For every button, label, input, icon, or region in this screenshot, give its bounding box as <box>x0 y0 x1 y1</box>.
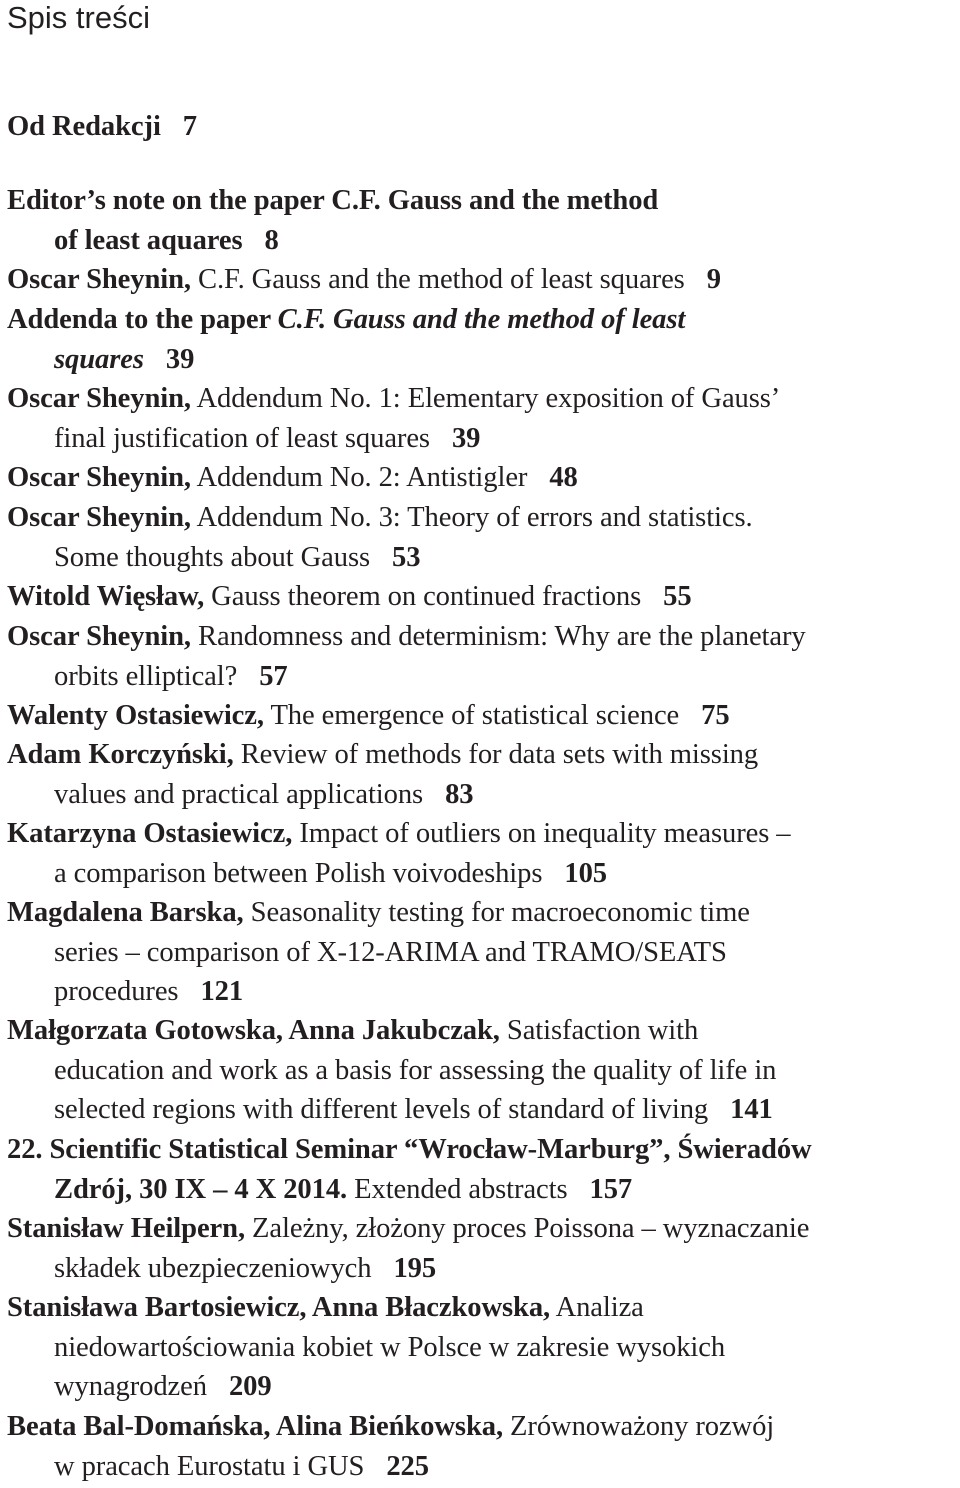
page-number: 8 <box>264 224 279 256</box>
toc-line <box>7 1130 959 1170</box>
toc-line <box>7 107 959 147</box>
toc-line <box>7 538 959 578</box>
page-number: 157 <box>589 1173 633 1205</box>
toc-title-italic: C.F. Gauss and the method of least <box>277 304 686 335</box>
toc-title: C.F. Gauss and the method of least squares <box>190 264 685 295</box>
toc-line <box>7 854 959 894</box>
toc-title: Zależny, złożony proces Poissona – wyznaczanie <box>245 1213 810 1244</box>
toc-title: składek ubezpieczeniowych <box>54 1252 372 1284</box>
toc-title: Analiza <box>550 1292 644 1323</box>
toc-subtitle: Extended abstracts <box>347 1173 568 1205</box>
toc-line <box>7 1367 959 1407</box>
toc-entry[interactable] <box>7 458 959 498</box>
toc-line <box>7 1447 959 1487</box>
toc-line <box>7 696 959 736</box>
toc-entry[interactable] <box>7 617 959 696</box>
toc-entry[interactable] <box>7 893 959 1012</box>
toc-author: Oscar Sheynin, <box>7 502 191 533</box>
toc-author: Adam Korczyński, <box>7 739 234 770</box>
toc-title: Some thoughts about Gauss <box>54 541 370 573</box>
toc-author: Oscar Sheynin, <box>7 383 191 414</box>
toc-line <box>7 775 959 815</box>
toc-title: wynagrodzeń <box>54 1371 207 1402</box>
toc-title: 22. Scientific Statistical Seminar “Wrocław-Marburg”, Świeradów <box>7 1134 812 1165</box>
toc-title: Od Redakcji <box>7 111 161 142</box>
toc-line <box>7 577 959 617</box>
toc-line <box>7 1328 959 1368</box>
toc-line <box>7 814 959 854</box>
toc-title: Addenda to the paper <box>7 304 278 335</box>
toc-entry[interactable] <box>7 300 959 379</box>
toc-entry[interactable] <box>7 1288 959 1407</box>
toc-title: Zdrój, 30 IX – 4 X 2014. <box>54 1173 348 1205</box>
toc-title: Addendum No. 1: Elementary exposition of Gauss’ <box>190 383 781 414</box>
toc-author: Witold Więsław, <box>7 581 205 612</box>
toc-author: Stanisław Heilpern, <box>7 1213 245 1244</box>
toc-title: Editor’s note on the paper C.F. Gauss and the method <box>7 185 659 216</box>
toc-entry[interactable] <box>7 107 959 147</box>
toc-author: Oscar Sheynin, <box>7 462 191 493</box>
page-number: 55 <box>663 581 692 612</box>
page-number: 9 <box>706 264 721 295</box>
toc-entry[interactable] <box>7 1011 959 1130</box>
toc-title-italic: squares <box>54 343 144 375</box>
toc-title: procedures <box>54 976 179 1007</box>
page-number: 53 <box>392 541 421 573</box>
toc-entry[interactable] <box>7 696 959 736</box>
toc-line <box>7 379 959 419</box>
page-number: 209 <box>228 1371 272 1402</box>
toc-author: Magdalena Barska, <box>7 897 244 928</box>
toc-line <box>7 1209 959 1249</box>
page-title: Spis treści <box>7 0 150 35</box>
toc-entry[interactable] <box>7 577 959 617</box>
toc-title: Seasonality testing for macroeconomic time <box>243 897 750 928</box>
toc-title: Addendum No. 3: Theory of errors and statistics. <box>190 502 753 533</box>
page-number: 83 <box>445 778 474 810</box>
toc-author: Beata Bal-Domańska, Alina Bieńkowska, <box>7 1411 503 1442</box>
page-number: 57 <box>259 660 288 692</box>
toc-author: Walenty Ostasiewicz, <box>7 700 264 731</box>
page-number: 225 <box>386 1450 429 1482</box>
page-number: 48 <box>549 462 578 493</box>
toc-title: a comparison between Polish voivodeships <box>54 857 543 889</box>
toc-title: Addendum No. 2: Antistigler <box>190 462 528 493</box>
toc-title: values and practical applications <box>54 778 424 810</box>
toc-line <box>7 972 959 1012</box>
toc-title: Review of methods for data sets with missing <box>233 739 759 770</box>
toc-author: Katarzyna Ostasiewicz, <box>7 818 293 849</box>
toc-title: Impact of outliers on inequality measures – <box>292 818 791 849</box>
toc-entry[interactable] <box>7 1209 959 1288</box>
toc-line <box>7 419 959 459</box>
toc-line <box>7 893 959 933</box>
toc-line <box>7 260 959 300</box>
toc-line <box>7 657 959 697</box>
page-number: 105 <box>564 857 607 889</box>
toc-author: Małgorzata Gotowska, Anna Jakubczak, <box>7 1015 500 1046</box>
toc-line <box>7 221 959 261</box>
toc-entry[interactable] <box>7 181 959 260</box>
toc-line <box>7 933 959 973</box>
toc-title: w pracach Eurostatu i GUS <box>54 1450 365 1482</box>
toc-line <box>7 340 959 380</box>
toc-line <box>7 181 959 221</box>
toc-line <box>7 735 959 775</box>
toc-author: Stanisława Bartosiewicz, Anna Błaczkowska, <box>7 1292 551 1323</box>
toc-title: Randomness and determinism: Why are the planetary <box>190 621 806 652</box>
toc-title: niedowartościowania kobiet w Polsce w zakresie wysokich <box>54 1331 726 1363</box>
toc-entry[interactable] <box>7 260 959 300</box>
toc-entry[interactable] <box>7 735 959 814</box>
toc-author: Oscar Sheynin, <box>7 264 191 295</box>
page-number: 39 <box>451 422 481 454</box>
toc-title: series – comparison of X-12-ARIMA and TRAMO/SEATS <box>54 936 727 968</box>
page-number: 141 <box>730 1094 773 1125</box>
toc-title: The emergence of statistical science <box>263 700 680 731</box>
toc-author: Oscar Sheynin, <box>7 621 191 652</box>
toc-line <box>7 1288 959 1328</box>
toc-title: orbits elliptical? <box>54 660 238 692</box>
toc-title: Zrównoważony rozwój <box>503 1411 775 1442</box>
toc-line <box>7 498 959 538</box>
toc-title: of least aquares <box>54 224 243 256</box>
toc-title: education and work as a basis for assessing the quality of life in <box>54 1054 777 1086</box>
toc-title: selected regions with different levels of standard of living <box>54 1094 709 1125</box>
page-number: 121 <box>200 976 244 1007</box>
toc-entry[interactable] <box>7 1407 959 1486</box>
page-number: 75 <box>701 700 730 731</box>
page-number: 7 <box>182 111 197 142</box>
toc-title: Satisfaction with <box>499 1015 699 1046</box>
toc-line <box>7 1011 959 1051</box>
toc-title: Gauss theorem on continued fractions <box>204 581 642 612</box>
page-number: 195 <box>393 1252 437 1284</box>
toc-entry[interactable] <box>7 814 959 893</box>
page-number: 39 <box>165 343 195 375</box>
toc-line <box>7 300 959 340</box>
toc-line <box>7 1170 959 1210</box>
toc-line <box>7 458 959 498</box>
toc-line <box>7 1249 959 1289</box>
toc-line <box>7 617 959 657</box>
toc-line <box>7 1407 959 1447</box>
toc-entry[interactable] <box>7 1130 959 1209</box>
toc-line <box>7 1051 959 1091</box>
toc-title: final justification of least squares <box>54 422 430 454</box>
toc-line <box>7 1090 959 1130</box>
toc-entry[interactable] <box>7 498 959 577</box>
toc-entry[interactable] <box>7 379 959 458</box>
